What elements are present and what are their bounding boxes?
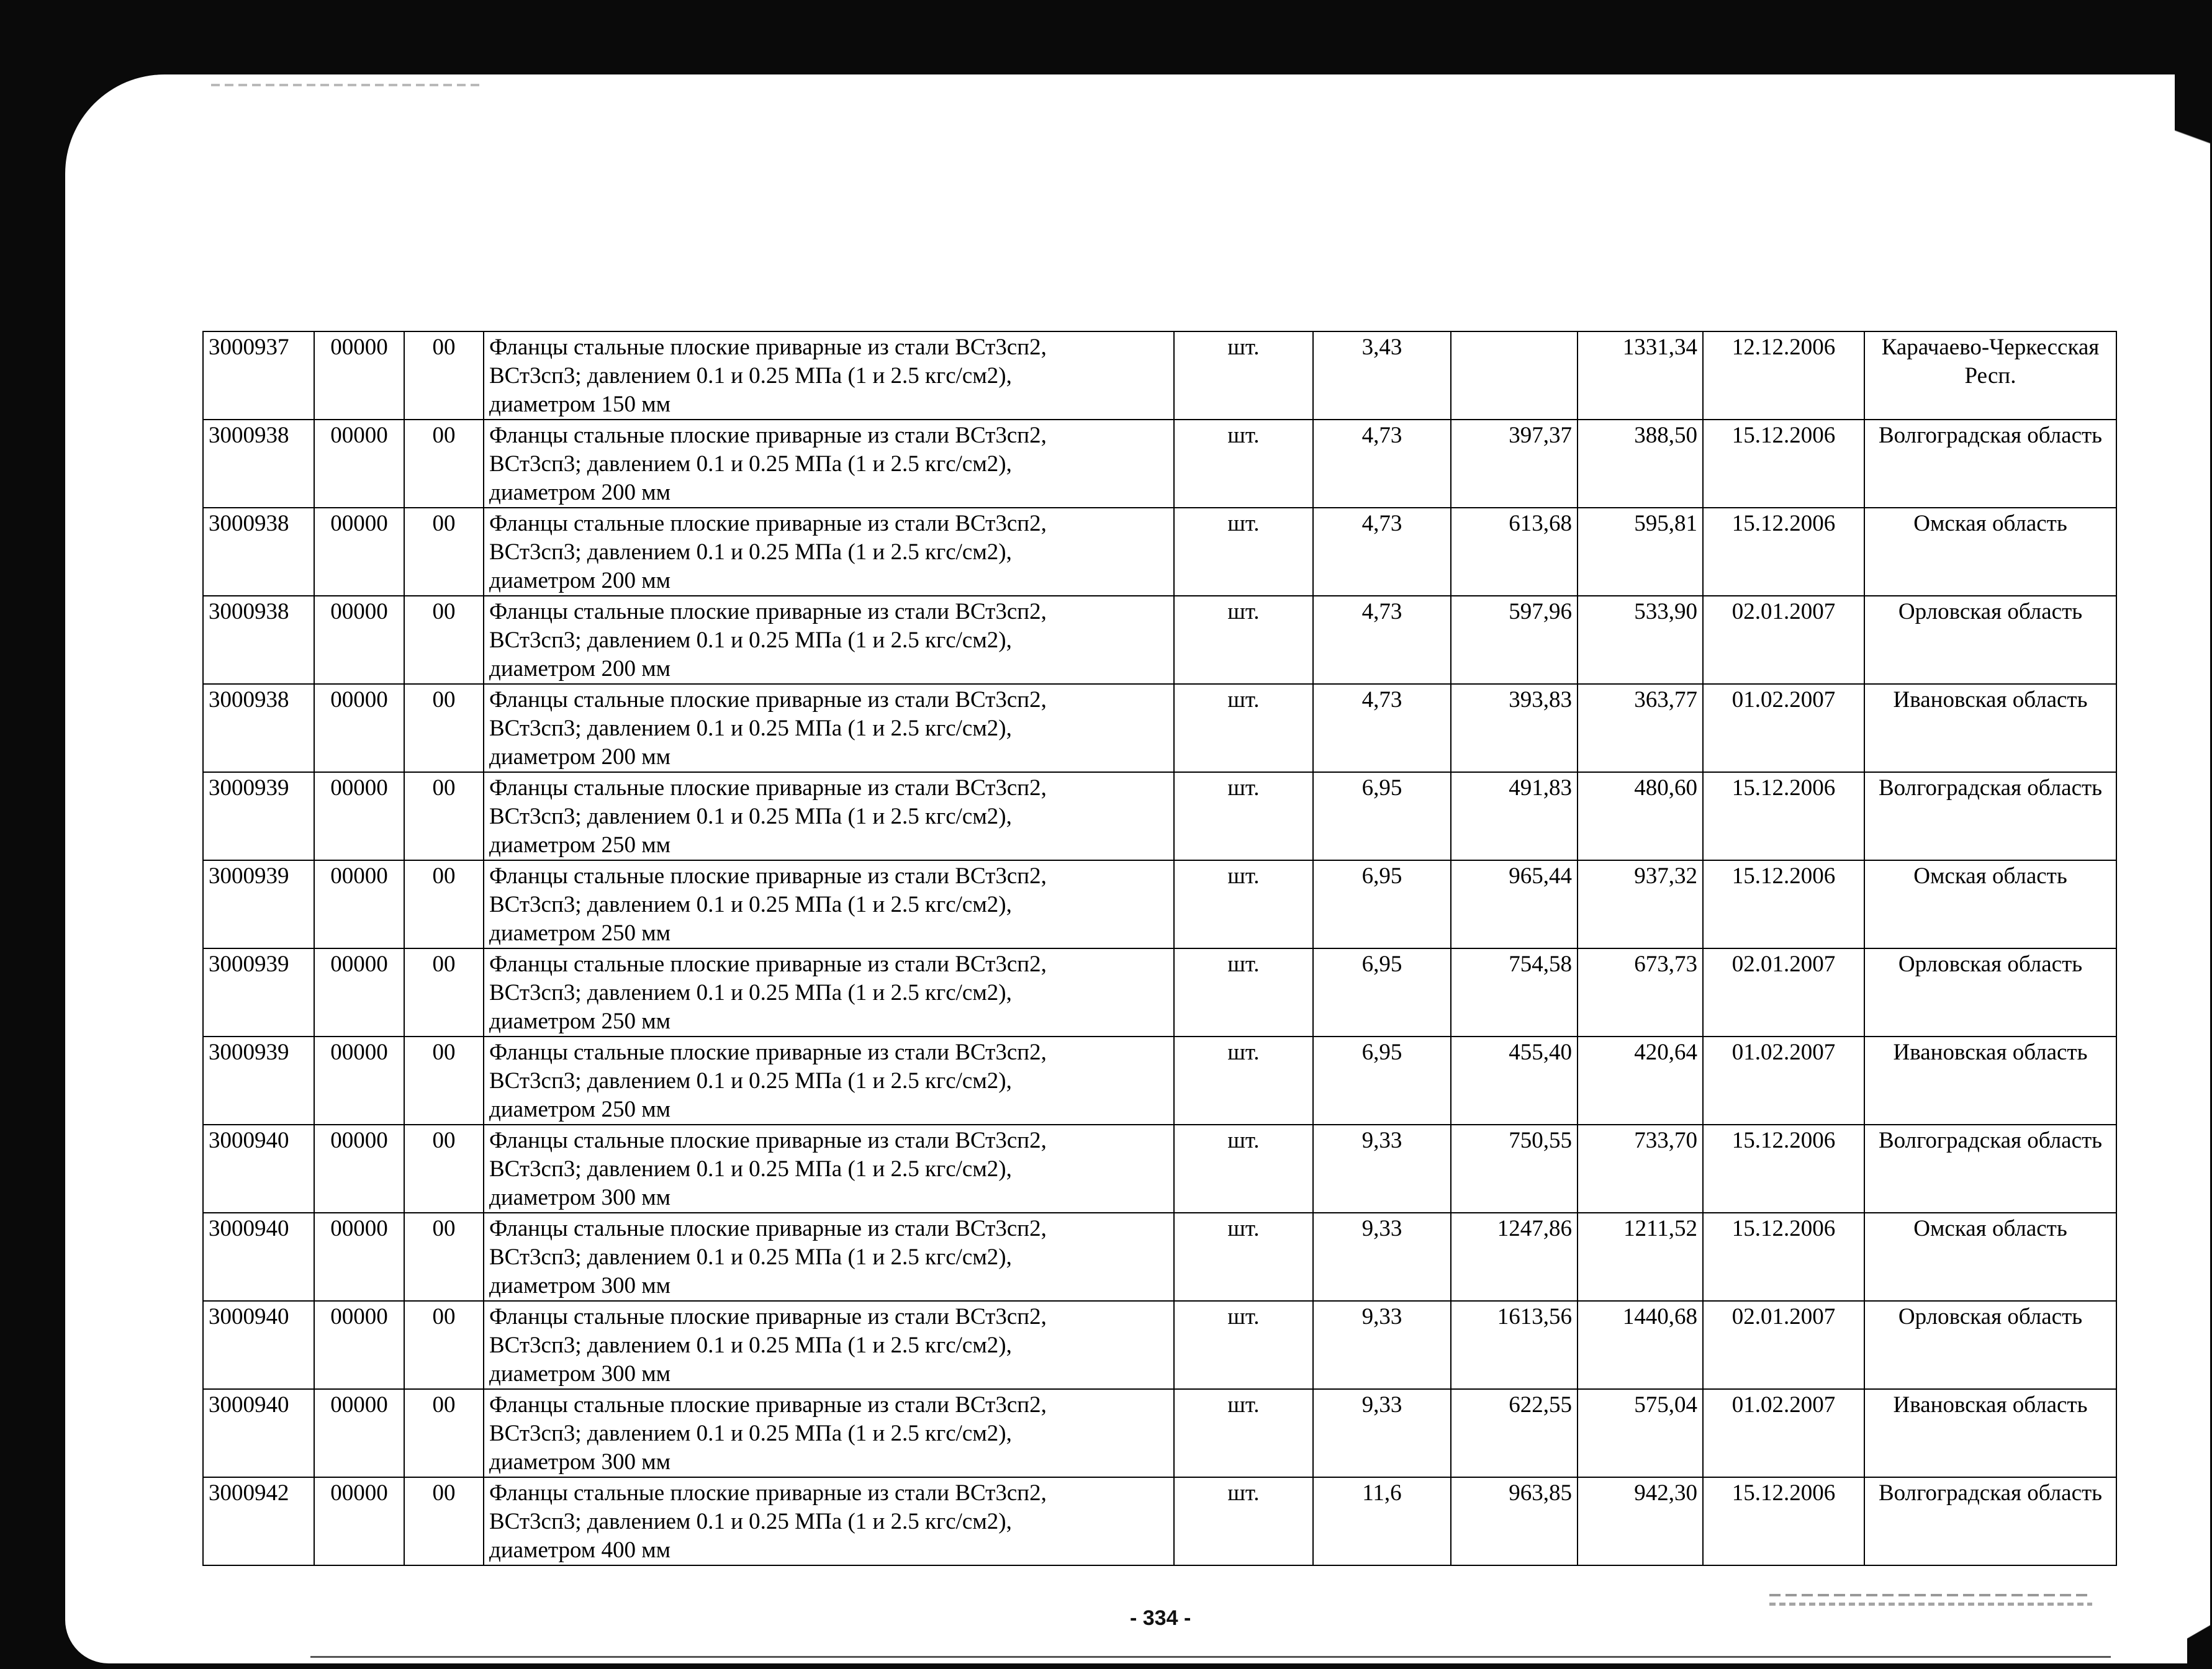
description-line: ВСт3сп3; давлением 0.1 и 0.25 МПа (1 и 2.5 кгс/см2), bbox=[489, 716, 1012, 741]
description-line: Фланцы стальные плоские приварные из стали ВСт3сп2, bbox=[489, 1392, 1047, 1418]
table-row bbox=[203, 1037, 2116, 1125]
description-line: диаметром 250 мм bbox=[489, 1009, 671, 1034]
cell-date: 02.01.2007 bbox=[1703, 596, 1864, 684]
cell-code: 3000940 bbox=[203, 1301, 314, 1389]
description-line: диаметром 200 мм bbox=[489, 744, 671, 770]
table-row bbox=[203, 508, 2116, 596]
cell-weight: 9,33 bbox=[1313, 1301, 1451, 1389]
cell-weight: 9,33 bbox=[1313, 1125, 1451, 1213]
price-table bbox=[202, 331, 2117, 1566]
cell-date: 15.12.2006 bbox=[1703, 420, 1864, 508]
cell-date: 15.12.2006 bbox=[1703, 1477, 1864, 1565]
cell-number: 00 bbox=[404, 331, 484, 420]
description-line: Фланцы стальные плоские приварные из стали ВСт3сп2, bbox=[489, 863, 1047, 889]
cell-unit: шт. bbox=[1174, 1125, 1313, 1213]
cell-code: 3000940 bbox=[203, 1389, 314, 1477]
table-row bbox=[203, 1213, 2116, 1301]
cell-weight: 4,73 bbox=[1313, 596, 1451, 684]
description-line: Фланцы стальные плоские приварные из стали ВСт3сп2, bbox=[489, 335, 1047, 360]
cell-price-1: 491,83 bbox=[1451, 772, 1578, 860]
table-row bbox=[203, 331, 2116, 420]
cell-unit: шт. bbox=[1174, 1477, 1313, 1565]
cell-price-2: 1211,52 bbox=[1578, 1213, 1703, 1301]
stamp-artifact bbox=[1769, 1594, 2092, 1606]
table-row bbox=[203, 684, 2116, 772]
cell-unit: шт. bbox=[1174, 1213, 1313, 1301]
description-line: диаметром 300 мм bbox=[489, 1449, 671, 1475]
cell-price-1: 965,44 bbox=[1451, 860, 1578, 948]
table-row bbox=[203, 420, 2116, 508]
description-line: ВСт3сп3; давлением 0.1 и 0.25 МПа (1 и 2.5 кгс/см2), bbox=[489, 1509, 1012, 1534]
cell-number: 00 bbox=[404, 948, 484, 1037]
bottom-rule bbox=[310, 1656, 2111, 1658]
description-line: диаметром 250 мм bbox=[489, 920, 671, 946]
cell-code: 3000939 bbox=[203, 1037, 314, 1125]
cell-number: 00 bbox=[404, 860, 484, 948]
description-line: Фланцы стальные плоские приварные из стали ВСт3сп2, bbox=[489, 1128, 1047, 1153]
cell-code: 3000940 bbox=[203, 1125, 314, 1213]
description-line: ВСт3сп3; давлением 0.1 и 0.25 МПа (1 и 2.5 кгс/см2), bbox=[489, 451, 1012, 477]
cell-price-2: 937,32 bbox=[1578, 860, 1703, 948]
cell-description bbox=[484, 1213, 1174, 1301]
cell-date: 02.01.2007 bbox=[1703, 948, 1864, 1037]
description-line: ВСт3сп3; давлением 0.1 и 0.25 МПа (1 и 2.5 кгс/см2), bbox=[489, 1421, 1012, 1446]
cell-weight: 3,43 bbox=[1313, 331, 1451, 420]
cell-weight: 6,95 bbox=[1313, 948, 1451, 1037]
cell-price-1 bbox=[1451, 331, 1578, 420]
cell-code: 3000937 bbox=[203, 331, 314, 420]
cell-date: 15.12.2006 bbox=[1703, 860, 1864, 948]
cell-region: Волгоградская область bbox=[1864, 1477, 2116, 1565]
cell-price-2: 533,90 bbox=[1578, 596, 1703, 684]
description-line: ВСт3сп3; давлением 0.1 и 0.25 МПа (1 и 2.5 кгс/см2), bbox=[489, 892, 1012, 917]
cell-price-2: 942,30 bbox=[1578, 1477, 1703, 1565]
cell-weight: 11,6 bbox=[1313, 1477, 1451, 1565]
cell-weight: 9,33 bbox=[1313, 1389, 1451, 1477]
cell-weight: 4,73 bbox=[1313, 508, 1451, 596]
cell-number: 00 bbox=[404, 1389, 484, 1477]
table-row bbox=[203, 1477, 2116, 1565]
description-line: диаметром 150 мм bbox=[489, 392, 671, 417]
scan-edge-bottom-right bbox=[2187, 1595, 2212, 1669]
table-row bbox=[203, 772, 2116, 860]
cell-price-1: 455,40 bbox=[1451, 1037, 1578, 1125]
cell-region: Ивановская область bbox=[1864, 1389, 2116, 1477]
cell-date: 15.12.2006 bbox=[1703, 1213, 1864, 1301]
cell-description bbox=[484, 596, 1174, 684]
cell-code: 3000939 bbox=[203, 948, 314, 1037]
cell-weight: 4,73 bbox=[1313, 684, 1451, 772]
description-line: диаметром 300 мм bbox=[489, 1185, 671, 1210]
cell-subcode: 00000 bbox=[314, 948, 404, 1037]
description-line: ВСт3сп3; давлением 0.1 и 0.25 МПа (1 и 2.5 кгс/см2), bbox=[489, 363, 1012, 389]
cell-price-2: 480,60 bbox=[1578, 772, 1703, 860]
cell-price-2: 733,70 bbox=[1578, 1125, 1703, 1213]
cell-region: Орловская область bbox=[1864, 596, 2116, 684]
cell-description bbox=[484, 1037, 1174, 1125]
cell-price-2: 363,77 bbox=[1578, 684, 1703, 772]
cell-weight: 4,73 bbox=[1313, 420, 1451, 508]
cell-number: 00 bbox=[404, 1037, 484, 1125]
cell-subcode: 00000 bbox=[314, 508, 404, 596]
cell-description bbox=[484, 1125, 1174, 1213]
table-row bbox=[203, 1125, 2116, 1213]
scan-artifact-top bbox=[211, 84, 484, 86]
cell-code: 3000939 bbox=[203, 860, 314, 948]
description-line: ВСт3сп3; давлением 0.1 и 0.25 МПа (1 и 2.5 кгс/см2), bbox=[489, 1244, 1012, 1270]
cell-price-1: 393,83 bbox=[1451, 684, 1578, 772]
cell-price-1: 750,55 bbox=[1451, 1125, 1578, 1213]
table-row bbox=[203, 596, 2116, 684]
cell-date: 01.02.2007 bbox=[1703, 684, 1864, 772]
description-line: ВСт3сп3; давлением 0.1 и 0.25 МПа (1 и 2.5 кгс/см2), bbox=[489, 804, 1012, 829]
cell-description bbox=[484, 1477, 1174, 1565]
cell-number: 00 bbox=[404, 684, 484, 772]
cell-code: 3000940 bbox=[203, 1213, 314, 1301]
cell-subcode: 00000 bbox=[314, 331, 404, 420]
cell-region: Омская область bbox=[1864, 1213, 2116, 1301]
description-line: ВСт3сп3; давлением 0.1 и 0.25 МПа (1 и 2.5 кгс/см2), bbox=[489, 628, 1012, 653]
table-row bbox=[203, 1301, 2116, 1389]
cell-weight: 6,95 bbox=[1313, 772, 1451, 860]
cell-code: 3000938 bbox=[203, 508, 314, 596]
cell-number: 00 bbox=[404, 1301, 484, 1389]
cell-weight: 9,33 bbox=[1313, 1213, 1451, 1301]
description-line: Фланцы стальные плоские приварные из стали ВСт3сп2, bbox=[489, 687, 1047, 713]
cell-unit: шт. bbox=[1174, 772, 1313, 860]
cell-number: 00 bbox=[404, 1125, 484, 1213]
cell-price-2: 420,64 bbox=[1578, 1037, 1703, 1125]
cell-unit: шт. bbox=[1174, 331, 1313, 420]
cell-price-2: 575,04 bbox=[1578, 1389, 1703, 1477]
description-line: Фланцы стальные плоские приварные из стали ВСт3сп2, bbox=[489, 599, 1047, 624]
description-line: Фланцы стальные плоские приварные из стали ВСт3сп2, bbox=[489, 511, 1047, 536]
cell-price-2: 388,50 bbox=[1578, 420, 1703, 508]
description-line: Фланцы стальные плоские приварные из стали ВСт3сп2, bbox=[489, 1304, 1047, 1329]
table-row bbox=[203, 1389, 2116, 1477]
cell-subcode: 00000 bbox=[314, 1213, 404, 1301]
cell-price-1: 963,85 bbox=[1451, 1477, 1578, 1565]
cell-region: Карачаево-Черкесская Респ. bbox=[1864, 331, 2116, 420]
description-line: диаметром 300 мм bbox=[489, 1273, 671, 1298]
cell-date: 02.01.2007 bbox=[1703, 1301, 1864, 1389]
cell-code: 3000938 bbox=[203, 596, 314, 684]
cell-code: 3000938 bbox=[203, 684, 314, 772]
cell-region: Волгоградская область bbox=[1864, 420, 2116, 508]
cell-price-1: 754,58 bbox=[1451, 948, 1578, 1037]
description-line: диаметром 250 мм bbox=[489, 1097, 671, 1122]
cell-weight: 6,95 bbox=[1313, 860, 1451, 948]
cell-number: 00 bbox=[404, 772, 484, 860]
cell-number: 00 bbox=[404, 1213, 484, 1301]
cell-unit: шт. bbox=[1174, 1037, 1313, 1125]
cell-date: 01.02.2007 bbox=[1703, 1389, 1864, 1477]
cell-description bbox=[484, 420, 1174, 508]
cell-price-1: 597,96 bbox=[1451, 596, 1578, 684]
page-number: - 334 - bbox=[1130, 1606, 1191, 1630]
cell-code: 3000938 bbox=[203, 420, 314, 508]
cell-number: 00 bbox=[404, 420, 484, 508]
table-body bbox=[203, 331, 2116, 1565]
cell-unit: шт. bbox=[1174, 596, 1313, 684]
cell-date: 15.12.2006 bbox=[1703, 508, 1864, 596]
cell-region: Ивановская область bbox=[1864, 1037, 2116, 1125]
cell-region: Волгоградская область bbox=[1864, 772, 2116, 860]
cell-subcode: 00000 bbox=[314, 860, 404, 948]
cell-unit: шт. bbox=[1174, 1301, 1313, 1389]
description-line: Фланцы стальные плоские приварные из стали ВСт3сп2, bbox=[489, 1040, 1047, 1065]
description-line: Фланцы стальные плоские приварные из стали ВСт3сп2, bbox=[489, 775, 1047, 801]
cell-code: 3000939 bbox=[203, 772, 314, 860]
cell-region: Ивановская область bbox=[1864, 684, 2116, 772]
cell-subcode: 00000 bbox=[314, 596, 404, 684]
cell-code: 3000942 bbox=[203, 1477, 314, 1565]
description-line: Фланцы стальные плоские приварные из стали ВСт3сп2, bbox=[489, 423, 1047, 448]
cell-unit: шт. bbox=[1174, 860, 1313, 948]
cell-unit: шт. bbox=[1174, 420, 1313, 508]
cell-price-2: 1440,68 bbox=[1578, 1301, 1703, 1389]
cell-unit: шт. bbox=[1174, 508, 1313, 596]
cell-date: 12.12.2006 bbox=[1703, 331, 1864, 420]
cell-price-1: 1613,56 bbox=[1451, 1301, 1578, 1389]
description-line: Фланцы стальные плоские приварные из стали ВСт3сп2, bbox=[489, 1216, 1047, 1241]
cell-region: Омская область bbox=[1864, 508, 2116, 596]
cell-description bbox=[484, 948, 1174, 1037]
cell-region: Орловская область bbox=[1864, 948, 2116, 1037]
cell-subcode: 00000 bbox=[314, 1037, 404, 1125]
cell-price-1: 613,68 bbox=[1451, 508, 1578, 596]
cell-date: 01.02.2007 bbox=[1703, 1037, 1864, 1125]
cell-subcode: 00000 bbox=[314, 1477, 404, 1565]
description-line: Фланцы стальные плоские приварные из стали ВСт3сп2, bbox=[489, 1480, 1047, 1506]
description-line: ВСт3сп3; давлением 0.1 и 0.25 МПа (1 и 2.5 кгс/см2), bbox=[489, 1068, 1012, 1094]
cell-date: 15.12.2006 bbox=[1703, 772, 1864, 860]
cell-subcode: 00000 bbox=[314, 1301, 404, 1389]
cell-description bbox=[484, 772, 1174, 860]
description-line: ВСт3сп3; давлением 0.1 и 0.25 МПа (1 и 2.5 кгс/см2), bbox=[489, 1333, 1012, 1358]
cell-subcode: 00000 bbox=[314, 1389, 404, 1477]
cell-weight: 6,95 bbox=[1313, 1037, 1451, 1125]
table-row bbox=[203, 860, 2116, 948]
cell-description bbox=[484, 860, 1174, 948]
cell-description bbox=[484, 508, 1174, 596]
cell-price-1: 397,37 bbox=[1451, 420, 1578, 508]
cell-description bbox=[484, 1301, 1174, 1389]
cell-number: 00 bbox=[404, 508, 484, 596]
table-row bbox=[203, 948, 2116, 1037]
cell-price-2: 1331,34 bbox=[1578, 331, 1703, 420]
description-line: диаметром 200 мм bbox=[489, 656, 671, 682]
cell-description bbox=[484, 684, 1174, 772]
description-line: диаметром 400 мм bbox=[489, 1537, 671, 1563]
cell-description bbox=[484, 331, 1174, 420]
cell-description bbox=[484, 1389, 1174, 1477]
cell-subcode: 00000 bbox=[314, 684, 404, 772]
cell-subcode: 00000 bbox=[314, 772, 404, 860]
description-line: ВСт3сп3; давлением 0.1 и 0.25 МПа (1 и 2.5 кгс/см2), bbox=[489, 539, 1012, 565]
description-line: диаметром 300 мм bbox=[489, 1361, 671, 1387]
description-line: ВСт3сп3; давлением 0.1 и 0.25 МПа (1 и 2.5 кгс/см2), bbox=[489, 980, 1012, 1005]
cell-unit: шт. bbox=[1174, 948, 1313, 1037]
cell-price-2: 673,73 bbox=[1578, 948, 1703, 1037]
cell-subcode: 00000 bbox=[314, 1125, 404, 1213]
cell-subcode: 00000 bbox=[314, 420, 404, 508]
description-line: диаметром 250 мм bbox=[489, 832, 671, 858]
cell-region: Омская область bbox=[1864, 860, 2116, 948]
description-line: диаметром 200 мм bbox=[489, 480, 671, 505]
cell-price-1: 1247,86 bbox=[1451, 1213, 1578, 1301]
cell-unit: шт. bbox=[1174, 1389, 1313, 1477]
description-line: Фланцы стальные плоские приварные из стали ВСт3сп2, bbox=[489, 951, 1047, 977]
description-line: ВСт3сп3; давлением 0.1 и 0.25 МПа (1 и 2.5 кгс/см2), bbox=[489, 1156, 1012, 1182]
cell-date: 15.12.2006 bbox=[1703, 1125, 1864, 1213]
cell-number: 00 bbox=[404, 1477, 484, 1565]
scan-edge-top-right bbox=[2175, 74, 2212, 186]
cell-price-2: 595,81 bbox=[1578, 508, 1703, 596]
cell-region: Волгоградская область bbox=[1864, 1125, 2116, 1213]
cell-number: 00 bbox=[404, 596, 484, 684]
cell-price-1: 622,55 bbox=[1451, 1389, 1578, 1477]
cell-region: Орловская область bbox=[1864, 1301, 2116, 1389]
description-line: диаметром 200 мм bbox=[489, 568, 671, 593]
cell-unit: шт. bbox=[1174, 684, 1313, 772]
